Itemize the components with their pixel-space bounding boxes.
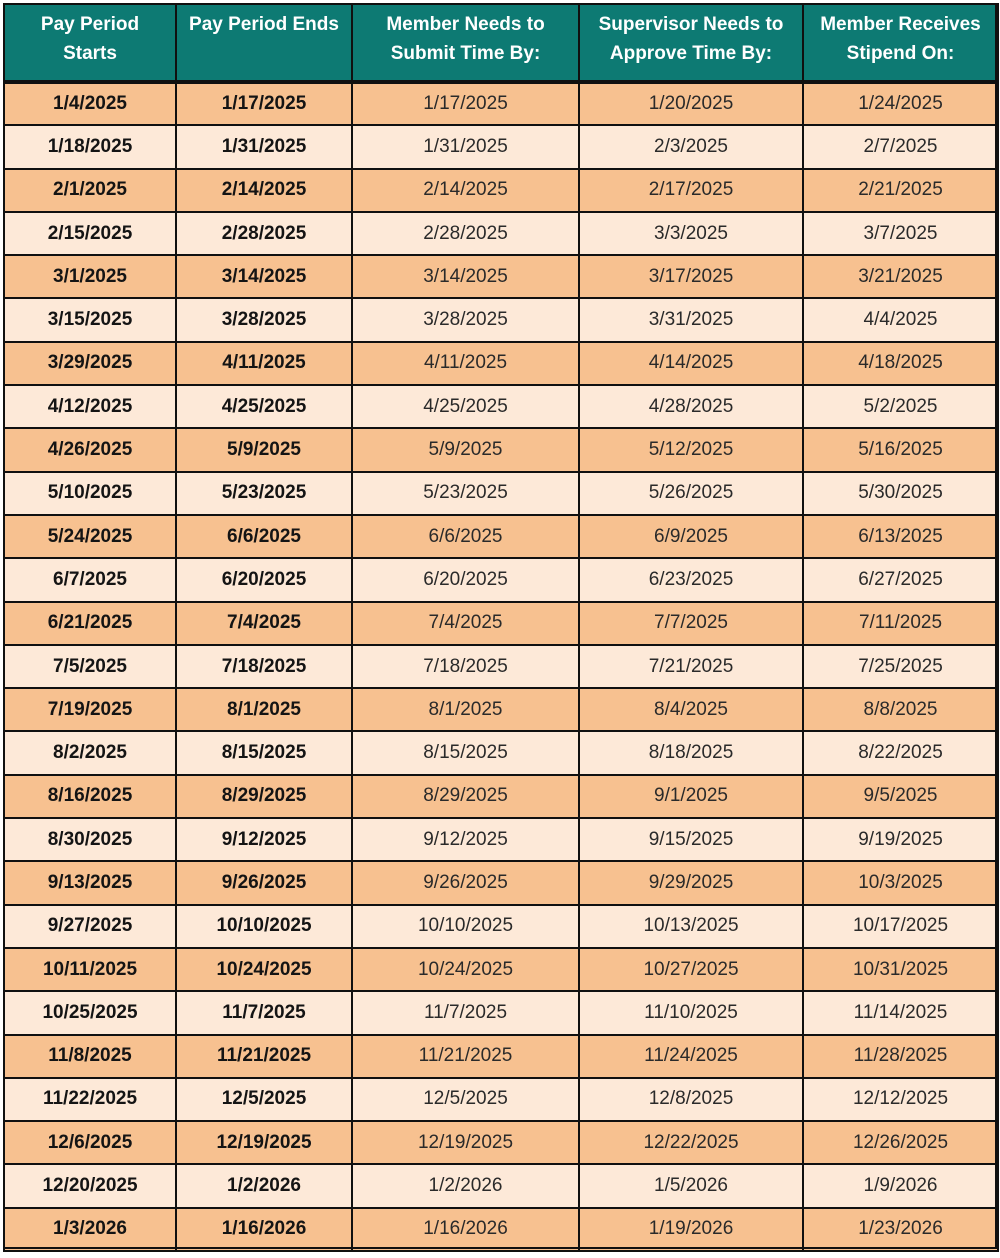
cell-approve-by: 9/29/2025	[579, 861, 803, 904]
cell-period-start: 11/8/2025	[4, 1035, 176, 1078]
table-row	[4, 688, 998, 731]
cell-stipend-on: 12/12/2025	[803, 1078, 998, 1121]
cell-period-end: 3/28/2025	[176, 298, 352, 341]
header-member-receives-stipend	[803, 4, 998, 82]
cell-approve-by: 6/23/2025	[579, 558, 803, 601]
cell-period-end: 2/14/2025	[176, 169, 352, 212]
table-row	[4, 82, 998, 125]
table-row	[4, 645, 998, 688]
cell-period-end: 3/14/2025	[176, 255, 352, 298]
cell-approve-by: 3/31/2025	[579, 298, 803, 341]
cell-period-end: 8/29/2025	[176, 775, 352, 818]
cell-stipend-on: 10/31/2025	[803, 948, 998, 991]
header-row	[4, 4, 998, 82]
cell-stipend-on: 2/21/2025	[803, 169, 998, 212]
cell-approve-by: 6/9/2025	[579, 515, 803, 558]
cell-period-start: 2/15/2025	[4, 212, 176, 255]
cell-stipend-on: 7/25/2025	[803, 645, 998, 688]
cell-stipend-on: 1/9/2026	[803, 1164, 998, 1207]
table-row	[4, 1035, 998, 1078]
cell-approve-by: 1/19/2026	[579, 1208, 803, 1251]
cell-submit-by: 7/18/2025	[352, 645, 579, 688]
table-row	[4, 861, 998, 904]
cell-period-start: 6/21/2025	[4, 602, 176, 645]
cell-approve-by: 4/14/2025	[579, 342, 803, 385]
cell-submit-by: 5/23/2025	[352, 472, 579, 515]
cell-submit-by: 8/1/2025	[352, 688, 579, 731]
cell-approve-by: 7/7/2025	[579, 602, 803, 645]
cell-period-end: 11/21/2025	[176, 1035, 352, 1078]
cell-approve-by: 1/5/2026	[579, 1164, 803, 1207]
cell-submit-by: 3/14/2025	[352, 255, 579, 298]
cell-period-end: 12/19/2025	[176, 1121, 352, 1164]
cell-period-end: 12/5/2025	[176, 1078, 352, 1121]
cell-submit-by: 1/16/2026	[352, 1208, 579, 1251]
cell-submit-by: 2/14/2025	[352, 169, 579, 212]
cell-period-start: 4/12/2025	[4, 385, 176, 428]
cell-approve-by: 10/27/2025	[579, 948, 803, 991]
cell-period-start: 2/1/2025	[4, 169, 176, 212]
cell-period-start: 10/25/2025	[4, 991, 176, 1034]
table-row	[4, 212, 998, 255]
cell-approve-by: 5/26/2025	[579, 472, 803, 515]
cell-submit-by: 11/21/2025	[352, 1035, 579, 1078]
cell-stipend-on: 9/19/2025	[803, 818, 998, 861]
table-row	[4, 948, 998, 991]
header-line: Starts	[63, 43, 117, 64]
cell-approve-by: 3/17/2025	[579, 255, 803, 298]
cell-period-start: 3/29/2025	[4, 342, 176, 385]
cell-submit-by: 6/20/2025	[352, 558, 579, 601]
cell-period-end: 1/16/2026	[176, 1208, 352, 1251]
table-row	[4, 298, 998, 341]
cell-approve-by: 11/10/2025	[579, 991, 803, 1034]
cell-period-start: 7/19/2025	[4, 688, 176, 731]
cell-stipend-on: 4/4/2025	[803, 298, 998, 341]
cell-submit-by: 3/28/2025	[352, 298, 579, 341]
cell-period-end: 2/28/2025	[176, 212, 352, 255]
cell-approve-by: 3/3/2025	[579, 212, 803, 255]
cell-stipend-on: 2/7/2025	[803, 125, 998, 168]
cell-period-end: 9/12/2025	[176, 818, 352, 861]
cell-period-start: 10/11/2025	[4, 948, 176, 991]
cell-submit-by: 2/28/2025	[352, 212, 579, 255]
cell-period-end: 7/18/2025	[176, 645, 352, 688]
cell-stipend-on: 11/14/2025	[803, 991, 998, 1034]
table-row	[4, 385, 998, 428]
cell-period-start: 1/3/2026	[4, 1208, 176, 1251]
cell-submit-by: 4/25/2025	[352, 385, 579, 428]
cell-period-end: 4/11/2025	[176, 342, 352, 385]
header-line: Pay Period Ends	[189, 14, 339, 35]
cell-stipend-on: 11/28/2025	[803, 1035, 998, 1078]
cell-submit-by: 7/4/2025	[352, 602, 579, 645]
header-line: Stipend On:	[846, 43, 955, 64]
pay-schedule-table	[3, 3, 999, 1252]
cell-period-start: 1/18/2025	[4, 125, 176, 168]
cell-period-end: 1/31/2025	[176, 125, 352, 168]
cell-period-start: 12/20/2025	[4, 1164, 176, 1207]
cell-period-end: 1/2/2026	[176, 1164, 352, 1207]
table-row	[4, 905, 998, 948]
cell-period-end: 10/24/2025	[176, 948, 352, 991]
cell-submit-by: 12/5/2025	[352, 1078, 579, 1121]
cell-stipend-on: 8/8/2025	[803, 688, 998, 731]
cell-period-start: 9/13/2025	[4, 861, 176, 904]
cell-period-end: 7/4/2025	[176, 602, 352, 645]
table-row	[4, 255, 998, 298]
cell-approve-by: 5/12/2025	[579, 428, 803, 471]
table-row	[4, 731, 998, 774]
cell-approve-by: 1/20/2025	[579, 82, 803, 125]
cell-approve-by: 11/24/2025	[579, 1035, 803, 1078]
cell-stipend-on: 4/18/2025	[803, 342, 998, 385]
cell-stipend-on: 5/2/2025	[803, 385, 998, 428]
cell-stipend-on: 1/24/2025	[803, 82, 998, 125]
table-row	[4, 1078, 998, 1121]
table-row	[4, 125, 998, 168]
cell-period-start: 8/16/2025	[4, 775, 176, 818]
cell-period-start: 4/26/2025	[4, 428, 176, 471]
cell-period-end: 5/9/2025	[176, 428, 352, 471]
table-header	[4, 4, 998, 82]
cell-period-start: 7/5/2025	[4, 645, 176, 688]
table-row	[4, 1208, 998, 1251]
cell-submit-by: 9/12/2025	[352, 818, 579, 861]
table-body	[4, 82, 998, 1251]
cell-period-end: 4/25/2025	[176, 385, 352, 428]
cell-submit-by: 8/15/2025	[352, 731, 579, 774]
table-row	[4, 515, 998, 558]
cell-period-end: 9/26/2025	[176, 861, 352, 904]
cell-submit-by: 8/29/2025	[352, 775, 579, 818]
cell-stipend-on: 8/22/2025	[803, 731, 998, 774]
cell-period-end: 8/1/2025	[176, 688, 352, 731]
cell-stipend-on: 3/7/2025	[803, 212, 998, 255]
cell-approve-by: 2/3/2025	[579, 125, 803, 168]
cell-stipend-on: 6/27/2025	[803, 558, 998, 601]
table-row	[4, 342, 998, 385]
cell-approve-by: 12/8/2025	[579, 1078, 803, 1121]
cell-stipend-on: 6/13/2025	[803, 515, 998, 558]
cell-submit-by: 6/6/2025	[352, 515, 579, 558]
cell-period-end: 1/17/2025	[176, 82, 352, 125]
cell-approve-by: 2/17/2025	[579, 169, 803, 212]
cell-stipend-on: 5/16/2025	[803, 428, 998, 471]
table-row	[4, 169, 998, 212]
table-row	[4, 602, 998, 645]
header-line: Pay Period	[40, 14, 140, 35]
cell-approve-by: 8/18/2025	[579, 731, 803, 774]
header-pay-period-starts	[4, 4, 176, 82]
header-line: Member Needs to	[386, 14, 545, 35]
cell-submit-by: 4/11/2025	[352, 342, 579, 385]
cell-submit-by: 1/2/2026	[352, 1164, 579, 1207]
cell-period-start: 8/30/2025	[4, 818, 176, 861]
cell-period-start: 3/15/2025	[4, 298, 176, 341]
cell-submit-by: 1/17/2025	[352, 82, 579, 125]
cell-period-end: 6/6/2025	[176, 515, 352, 558]
header-supervisor-approve-by	[579, 4, 803, 82]
header-line: Submit Time By:	[390, 43, 541, 64]
cell-period-start: 1/4/2025	[4, 82, 176, 125]
cell-submit-by: 12/19/2025	[352, 1121, 579, 1164]
cell-period-start: 3/1/2025	[4, 255, 176, 298]
table-row	[4, 428, 998, 471]
header-pay-period-ends	[176, 4, 352, 82]
header-line: Supervisor Needs to	[598, 14, 784, 35]
cell-approve-by: 10/13/2025	[579, 905, 803, 948]
cell-period-start: 11/22/2025	[4, 1078, 176, 1121]
cell-submit-by: 10/24/2025	[352, 948, 579, 991]
cell-stipend-on: 9/5/2025	[803, 775, 998, 818]
table-row	[4, 1121, 998, 1164]
cell-submit-by: 10/10/2025	[352, 905, 579, 948]
cell-period-end: 8/15/2025	[176, 731, 352, 774]
cell-approve-by: 12/22/2025	[579, 1121, 803, 1164]
cell-stipend-on: 10/3/2025	[803, 861, 998, 904]
cell-approve-by: 9/1/2025	[579, 775, 803, 818]
table-row	[4, 775, 998, 818]
cell-period-end: 6/20/2025	[176, 558, 352, 601]
table-row	[4, 991, 998, 1034]
header-line: Approve Time By:	[609, 43, 773, 64]
cell-period-end: 10/10/2025	[176, 905, 352, 948]
cell-approve-by: 9/15/2025	[579, 818, 803, 861]
cell-period-start: 6/7/2025	[4, 558, 176, 601]
cell-period-end: 5/23/2025	[176, 472, 352, 515]
cell-period-end: 11/7/2025	[176, 991, 352, 1034]
cell-submit-by: 1/31/2025	[352, 125, 579, 168]
cell-submit-by: 9/26/2025	[352, 861, 579, 904]
cell-period-start: 5/10/2025	[4, 472, 176, 515]
cell-approve-by: 8/4/2025	[579, 688, 803, 731]
table-row	[4, 1164, 998, 1207]
cell-stipend-on: 1/23/2026	[803, 1208, 998, 1251]
header-line: Member Receives	[820, 14, 981, 35]
cell-stipend-on: 10/17/2025	[803, 905, 998, 948]
cell-stipend-on: 3/21/2025	[803, 255, 998, 298]
cell-period-start: 12/6/2025	[4, 1121, 176, 1164]
cell-period-start: 5/24/2025	[4, 515, 176, 558]
cell-period-start: 8/2/2025	[4, 731, 176, 774]
cell-stipend-on: 5/30/2025	[803, 472, 998, 515]
cell-submit-by: 5/9/2025	[352, 428, 579, 471]
cell-stipend-on: 7/11/2025	[803, 602, 998, 645]
table-row	[4, 472, 998, 515]
cell-approve-by: 4/28/2025	[579, 385, 803, 428]
cell-submit-by: 11/7/2025	[352, 991, 579, 1034]
cell-stipend-on: 12/26/2025	[803, 1121, 998, 1164]
cell-period-start: 9/27/2025	[4, 905, 176, 948]
table-row	[4, 558, 998, 601]
header-member-submit-by	[352, 4, 579, 82]
cell-approve-by: 7/21/2025	[579, 645, 803, 688]
table-row	[4, 818, 998, 861]
